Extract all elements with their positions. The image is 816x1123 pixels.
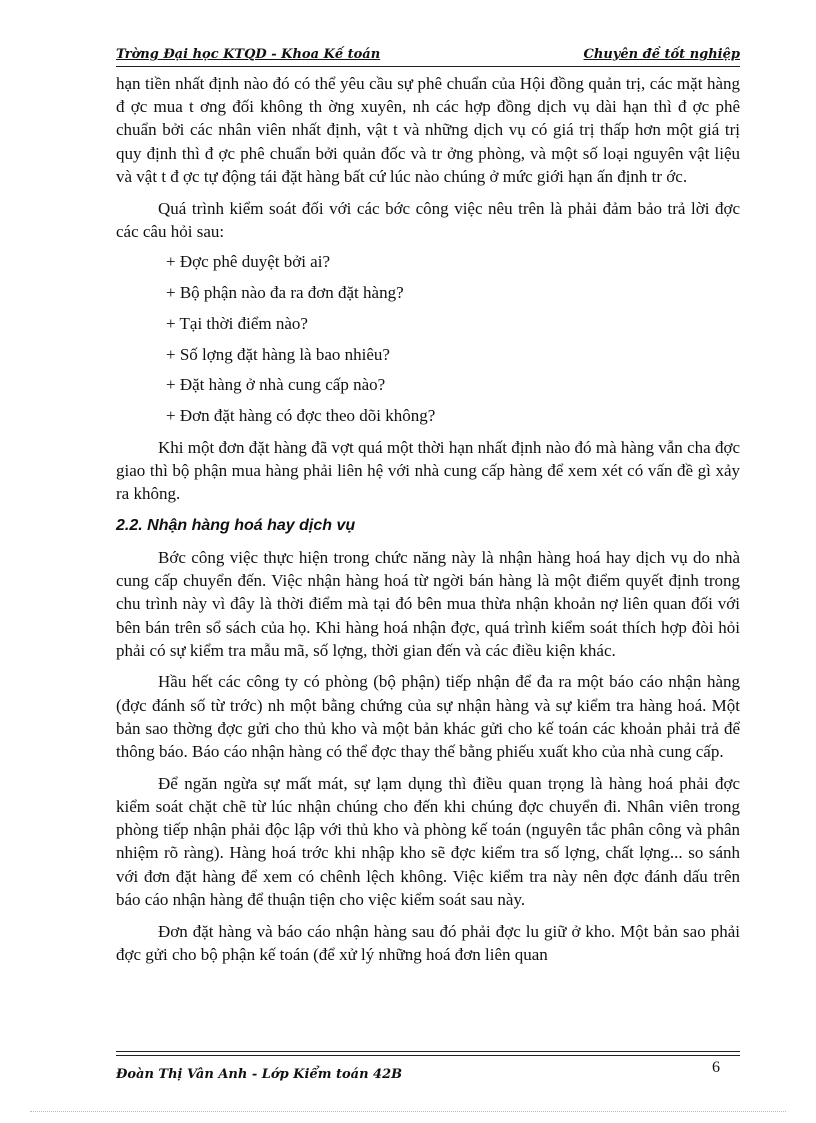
header-university: Trờng Đại học KTQD - Khoa Kế toán <box>116 47 381 62</box>
question-item: + Đặt hàng ở nhà cung cấp nào? <box>166 375 386 395</box>
paragraph-control-process: Quá trình kiểm soát đối với các bớc công việc nêu trên là phải đảm bảo trả lời đợc các câu hỏi sau: <box>116 198 740 241</box>
page-bottom-border <box>30 1111 786 1112</box>
paragraph-storage: Đơn đặt hàng và báo cáo nhận hàng sau đó phải đợc lu giữ ở kho. Một bản sao phải đợc gửi cho bộ phận kế toán (để xử lý những hoá đơn liên quan <box>116 921 740 964</box>
page-header <box>116 44 740 66</box>
question-item: + Tại thời điểm nào? <box>166 313 308 333</box>
question-item: + Bộ phận nào đa ra đơn đặt hàng? <box>166 283 404 303</box>
paragraph-receiving-report: Hầu hết các công ty có phòng (bộ phận) tiếp nhận để đa ra một báo cáo nhận hàng (đợc đánh số từ trớc) nh một bằng chứng của sự nhận hàng và sự kiểm tra hàng hoá. Một bản sao thờng đợc gửi cho thủ kho và một bản khác gửi cho kế toán các khoản phải trả để thông báo. Báo cáo nhận hàng có thể đợc thay thế bằng phiếu xuất kho của nhà cung cấp. <box>116 672 740 762</box>
page-number: 6 <box>712 1059 720 1076</box>
page-content <box>116 72 740 966</box>
header-document-type: Chuyên đề tốt nghiệp <box>583 47 740 62</box>
footer-divider-bottom <box>116 1055 740 1056</box>
footer-author: Đoàn Thị Vân Anh - Lớp Kiểm toán 42B <box>116 1067 403 1082</box>
question-item: + Số lợng đặt hàng là bao nhiêu? <box>166 344 390 364</box>
paragraph-receiving-step: Bớc công việc thực hiện trong chức năng này là nhận hàng hoá hay dịch vụ do nhà cung cấp chuyển đến. Việc nhận hàng hoá từ ngời bán hàng là một điểm quyết định trong chu trình này vì đây là thời điểm mà tại đó bên mua thừa nhận khoản nợ liên quan đối với bên bán trên sổ sách của họ. Khi hàng hoá nhận đợc, quá trình kiểm soát thích hợp đòi hỏi phải có sự kiểm tra mẫu mã, số lợng, thời gian đến và các điều kiện khác. <box>116 547 740 660</box>
section-heading: 2.2. Nhận hàng hoá hay dịch vụ <box>116 517 356 535</box>
question-item: + Đợc phê duyệt bởi ai? <box>166 252 330 272</box>
paragraph-loss-prevention: Để ngăn ngừa sự mất mát, sự lạm dụng thì điều quan trọng là hàng hoá phải đợc kiểm soát chặt chẽ từ lúc nhận chúng cho đến khi chúng đợc chuyển đi. Nhân viên trong phòng tiếp nhận phải độc lập với thủ kho và phòng kế toán (nguyên tắc phân công và phân nhiệm rõ ràng). Hàng hoá trớc khi nhập kho sẽ đợc kiểm tra số lợng, chất lợng... so sánh với đơn đặt hàng để xem có chênh lệch không. Việc kiểm tra này nên đợc đánh dấu trên báo cáo nhận hàng để thuận tiện cho việc kiểm soát sau này. <box>116 773 740 909</box>
header-divider <box>116 66 740 67</box>
footer-divider-top <box>116 1051 740 1052</box>
paragraph-approval: hạn tiền nhất định nào đó có thể yêu cầu sự phê chuẩn của Hội đồng quản trị, các mặt hàng đ ợc mua t ơng đối không th ờng xuyên, nh các hợp đồng dịch vụ dài hạn thì đ ợc phê chuẩn bởi các nhân viên nhất định, vật t và những dịch vụ có giá trị thấp hơn một giá trị quy định thì đ ợc phê chuẩn bởi quản đốc và tr ởng phòng, và một số loại nguyên vật liệu và vật t đ ợc tự động tái đặt hàng bất cứ lúc nào chúng ở mức giới hạn ấn định tr ớc. <box>116 74 740 186</box>
paragraph-overdue-order: Khi một đơn đặt hàng đã vợt quá một thời hạn nhất định nào đó mà hàng vẫn cha đợc giao thì bộ phận mua hàng phải liên hệ với nhà cung cấp hàng để xem xét có vấn đề gì xảy ra không. <box>116 437 740 504</box>
question-item: + Đơn đặt hàng có đợc theo dõi không? <box>166 405 436 425</box>
